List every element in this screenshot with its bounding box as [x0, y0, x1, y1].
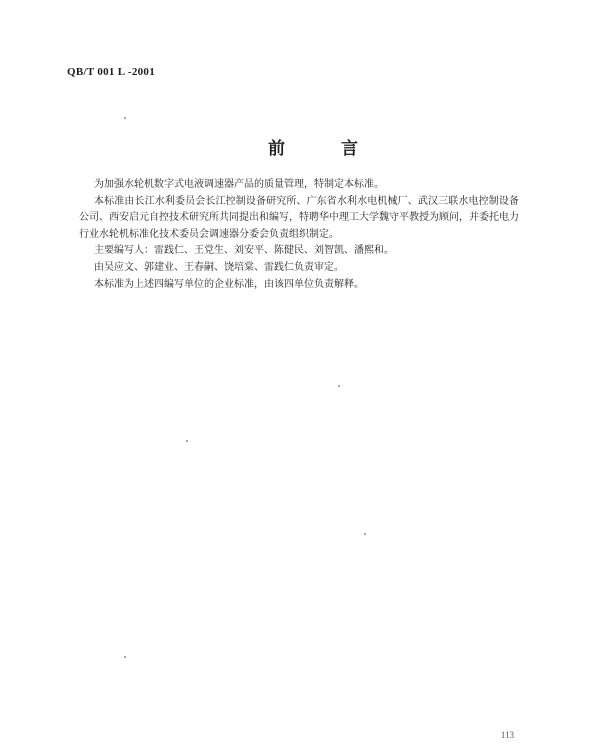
paragraph-reviewers: 由吴应文、郭建业、王春嗣、饶培棠、雷践仁负责审定。 — [94, 261, 344, 273]
paragraph-main-authors: 主要编写人：雷践仁、王党生、刘安平、陈健民、刘智凯、潘熙和。 — [94, 245, 394, 257]
page-title — [268, 134, 358, 159]
scan-speck — [338, 385, 340, 387]
preface-body — [79, 177, 519, 293]
paragraph-purpose: 为加强水轮机数字式电液调速器产品的质量管理，特制定本标准。 — [94, 179, 384, 190]
paragraph-authorship: 本标准由长江水利委员会长江控制设备研究所、广东省水利水电机械厂、武汉三联水电控制设备公司、西安启元自控技术研究所共同提出和编写，特聘华中理工大学魏守平教授为顾问，并委托电力行业水轮机标准化技术委员会调速器分委会负责组织制定。 — [79, 195, 519, 240]
title-char-2: 言 — [341, 139, 358, 159]
standard-code: QB/T 001 L -2001 — [67, 66, 156, 78]
scan-speck — [124, 656, 126, 658]
title-char-1: 前 — [268, 139, 285, 159]
scan-speck — [186, 440, 188, 442]
scan-speck — [364, 533, 366, 535]
scan-speck — [124, 117, 126, 119]
page-number: 113 — [500, 730, 514, 740]
paragraph-interpretation: 本标准为上述四编写单位的企业标准，由该四单位负责解释。 — [94, 278, 364, 290]
